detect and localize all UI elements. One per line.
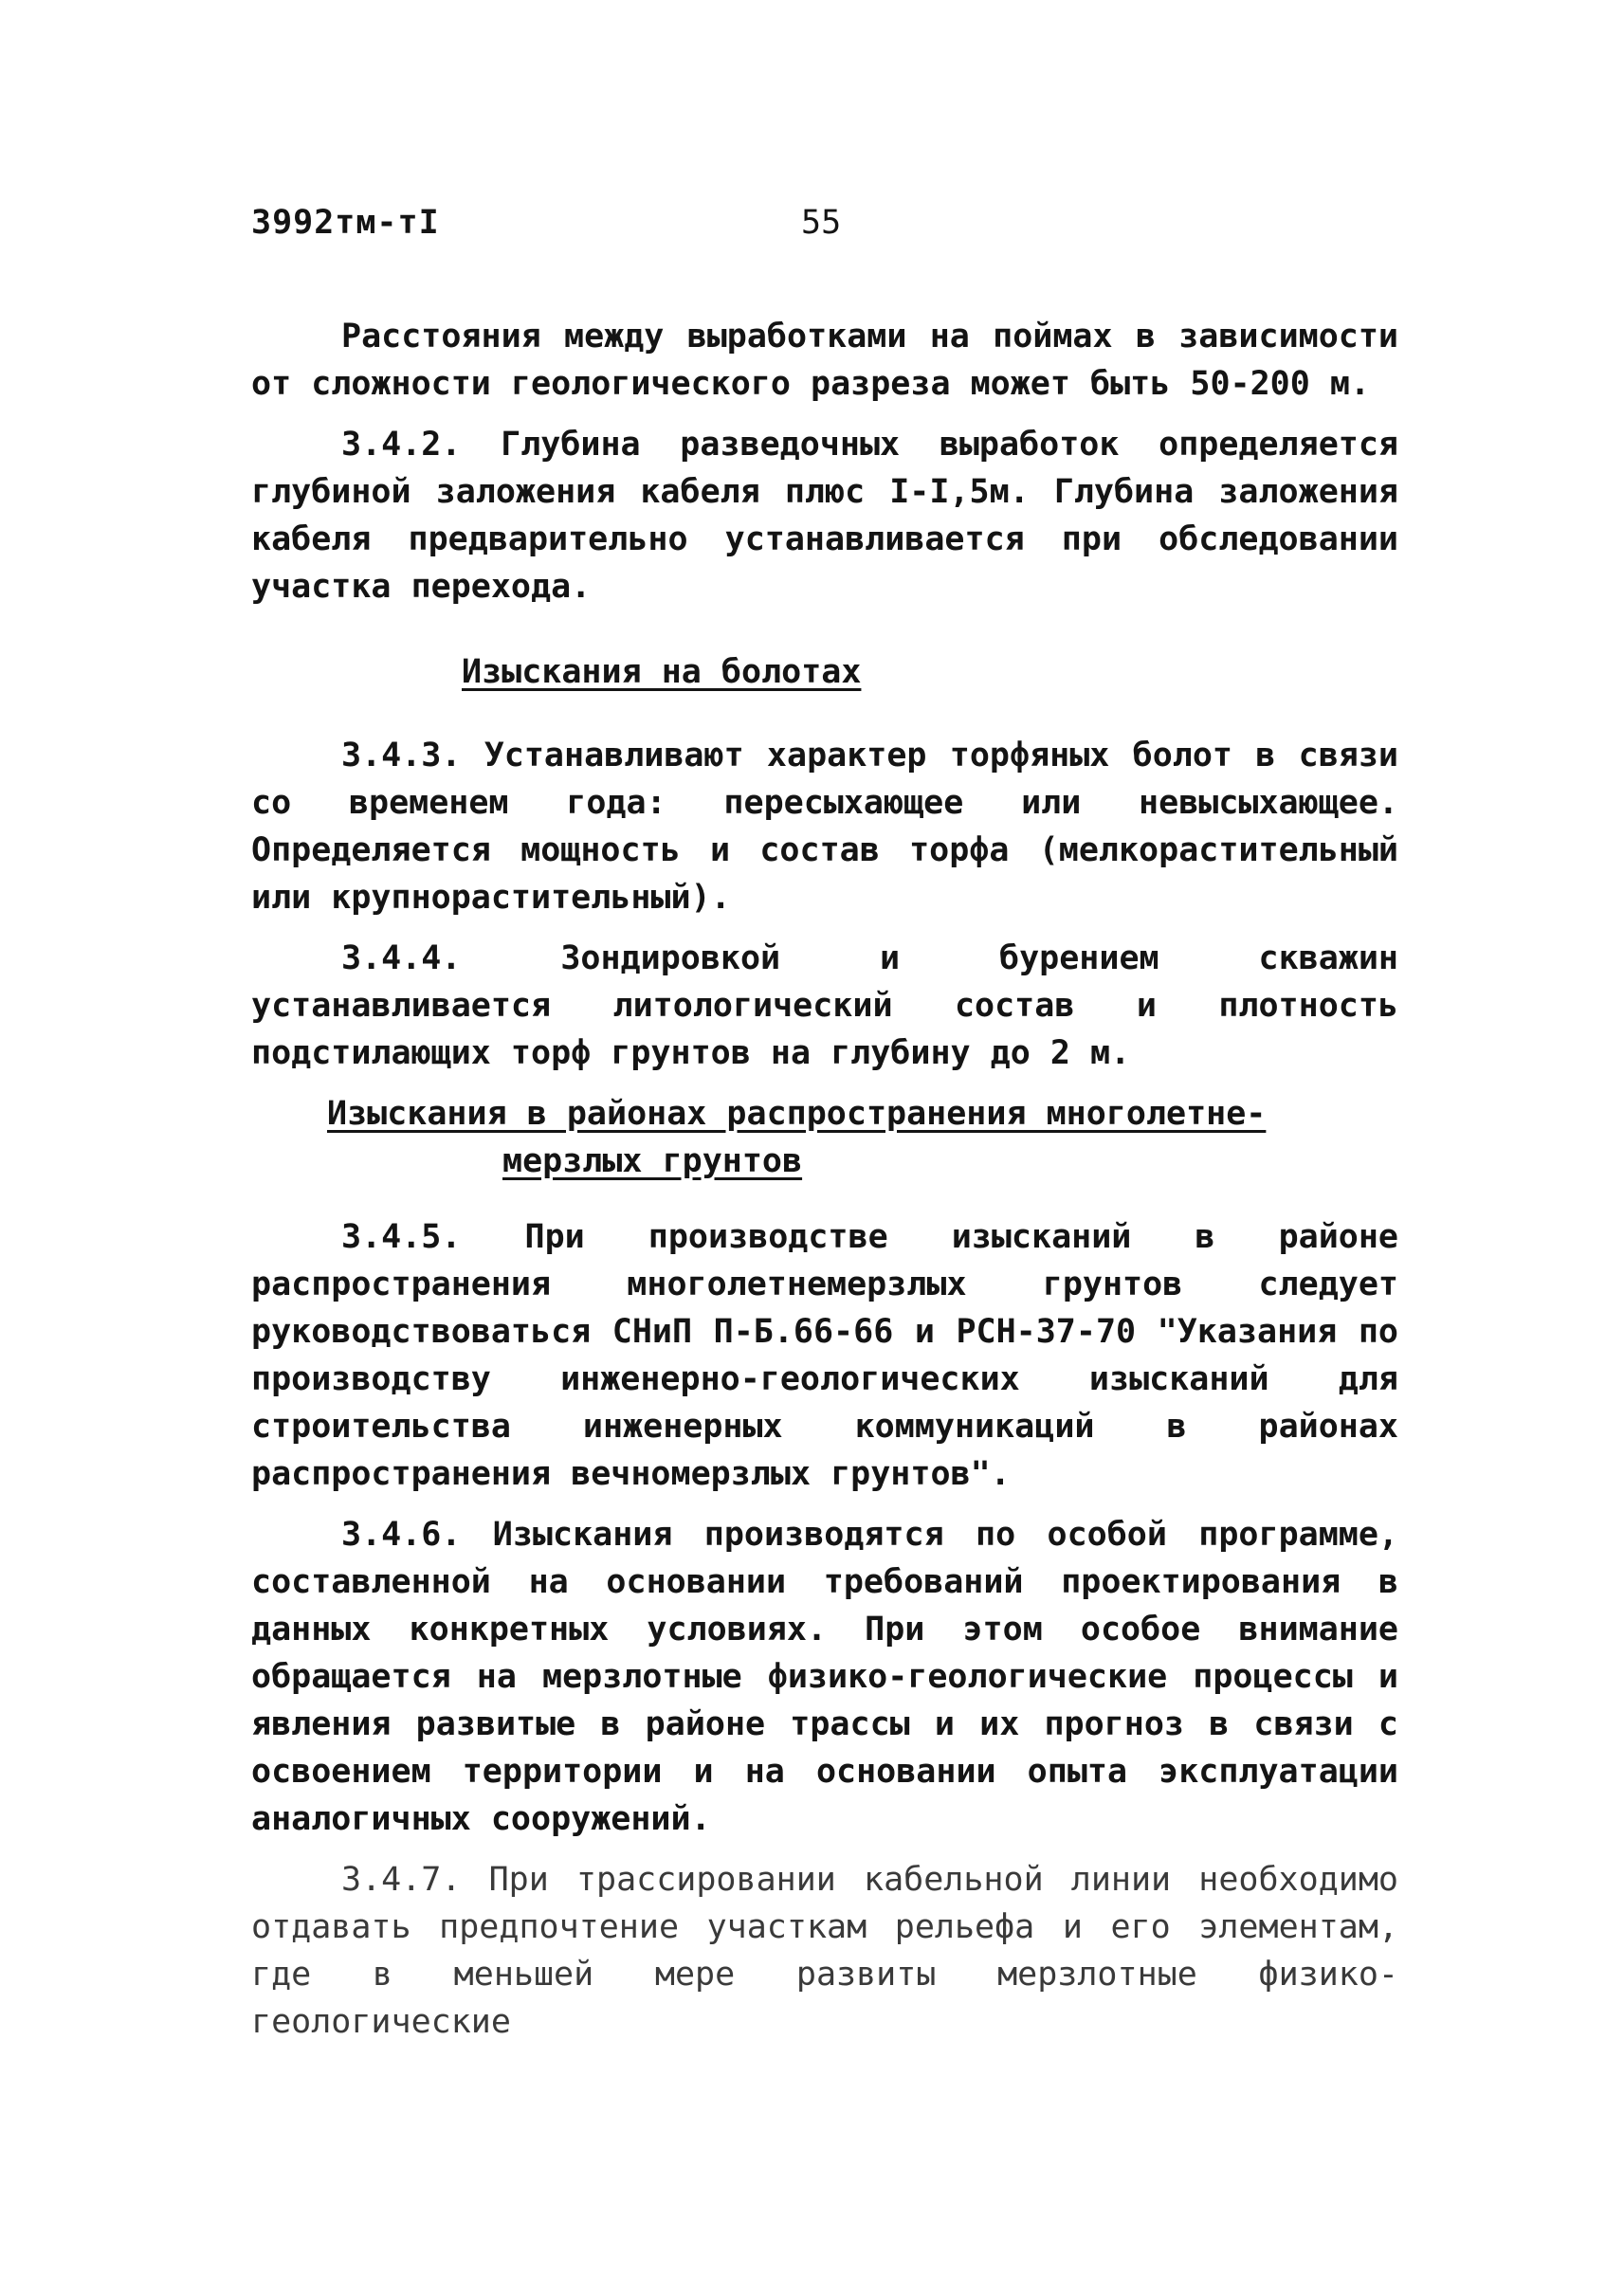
document-code: 3992тм-тI	[251, 204, 440, 242]
paragraph-3-4-4: 3.4.4. Зондировкой и бурением скважин устанавливается литологический состав и плотность подстилающих торф грунтов на глубину до 2 м.	[251, 939, 1398, 1072]
paragraph-3-4-2: 3.4.2. Глубина разведочных выработок определяется глубиной заложения кабеля плюс I-I,5м. Глубина заложения кабеля предварительно устанавливается при обследовании участка перехода.	[251, 426, 1398, 606]
paragraph-3-4-6: 3.4.6. Изыскания производятся по особой программе, составленной на основании требований проектирования в данных конкретных условиях. При этом особое внимание обращается на мерзлотные физико-геологические процессы и явления развитые в районе трассы и их прогноз в связи с освоением территории и на основании опыта эксплуатации аналогичных сооружений.	[251, 1516, 1398, 1838]
paragraph-intro: Расстояния между выработками на поймах в зависимости от сложности геологического разреза может быть 50-200 м.	[251, 318, 1398, 403]
paragraph-3-4-3: 3.4.3. Устанавливают характер торфяных болот в связи со временем года: пересыхающее или невысыхающее. Определяется мощность и состав торфа (мелкорастительный или крупнорастительный).	[251, 737, 1398, 917]
page-header	[251, 199, 1389, 256]
section-heading-swamps: Изыскания на болотах	[462, 653, 862, 691]
page-number: 55	[801, 204, 842, 242]
section-heading-permafrost: Изыскания в районах распространения многолетне-	[327, 1095, 1267, 1133]
paragraph-3-4-7: 3.4.7. При трассировании кабельной линии необходимо отдавать предпочтение участкам рельефа и его элементам, где в меньшей мере развиты мерзлотные физико-геологические	[251, 1861, 1398, 2041]
paragraph-3-4-5: 3.4.5. При производстве изысканий в районе распространения многолетнемерзлых грунтов следует руководствоваться СНиП П-Б.66-66 и РСН-37-70 "Указания по производству инженерно-геологических изысканий для строительства инженерных коммуникаций в районах распространения вечномерзлых грунтов".	[251, 1218, 1398, 1493]
document-body	[251, 313, 1398, 2059]
section-heading-permafrost-continued: мерзлых грунтов	[502, 1142, 803, 1180]
